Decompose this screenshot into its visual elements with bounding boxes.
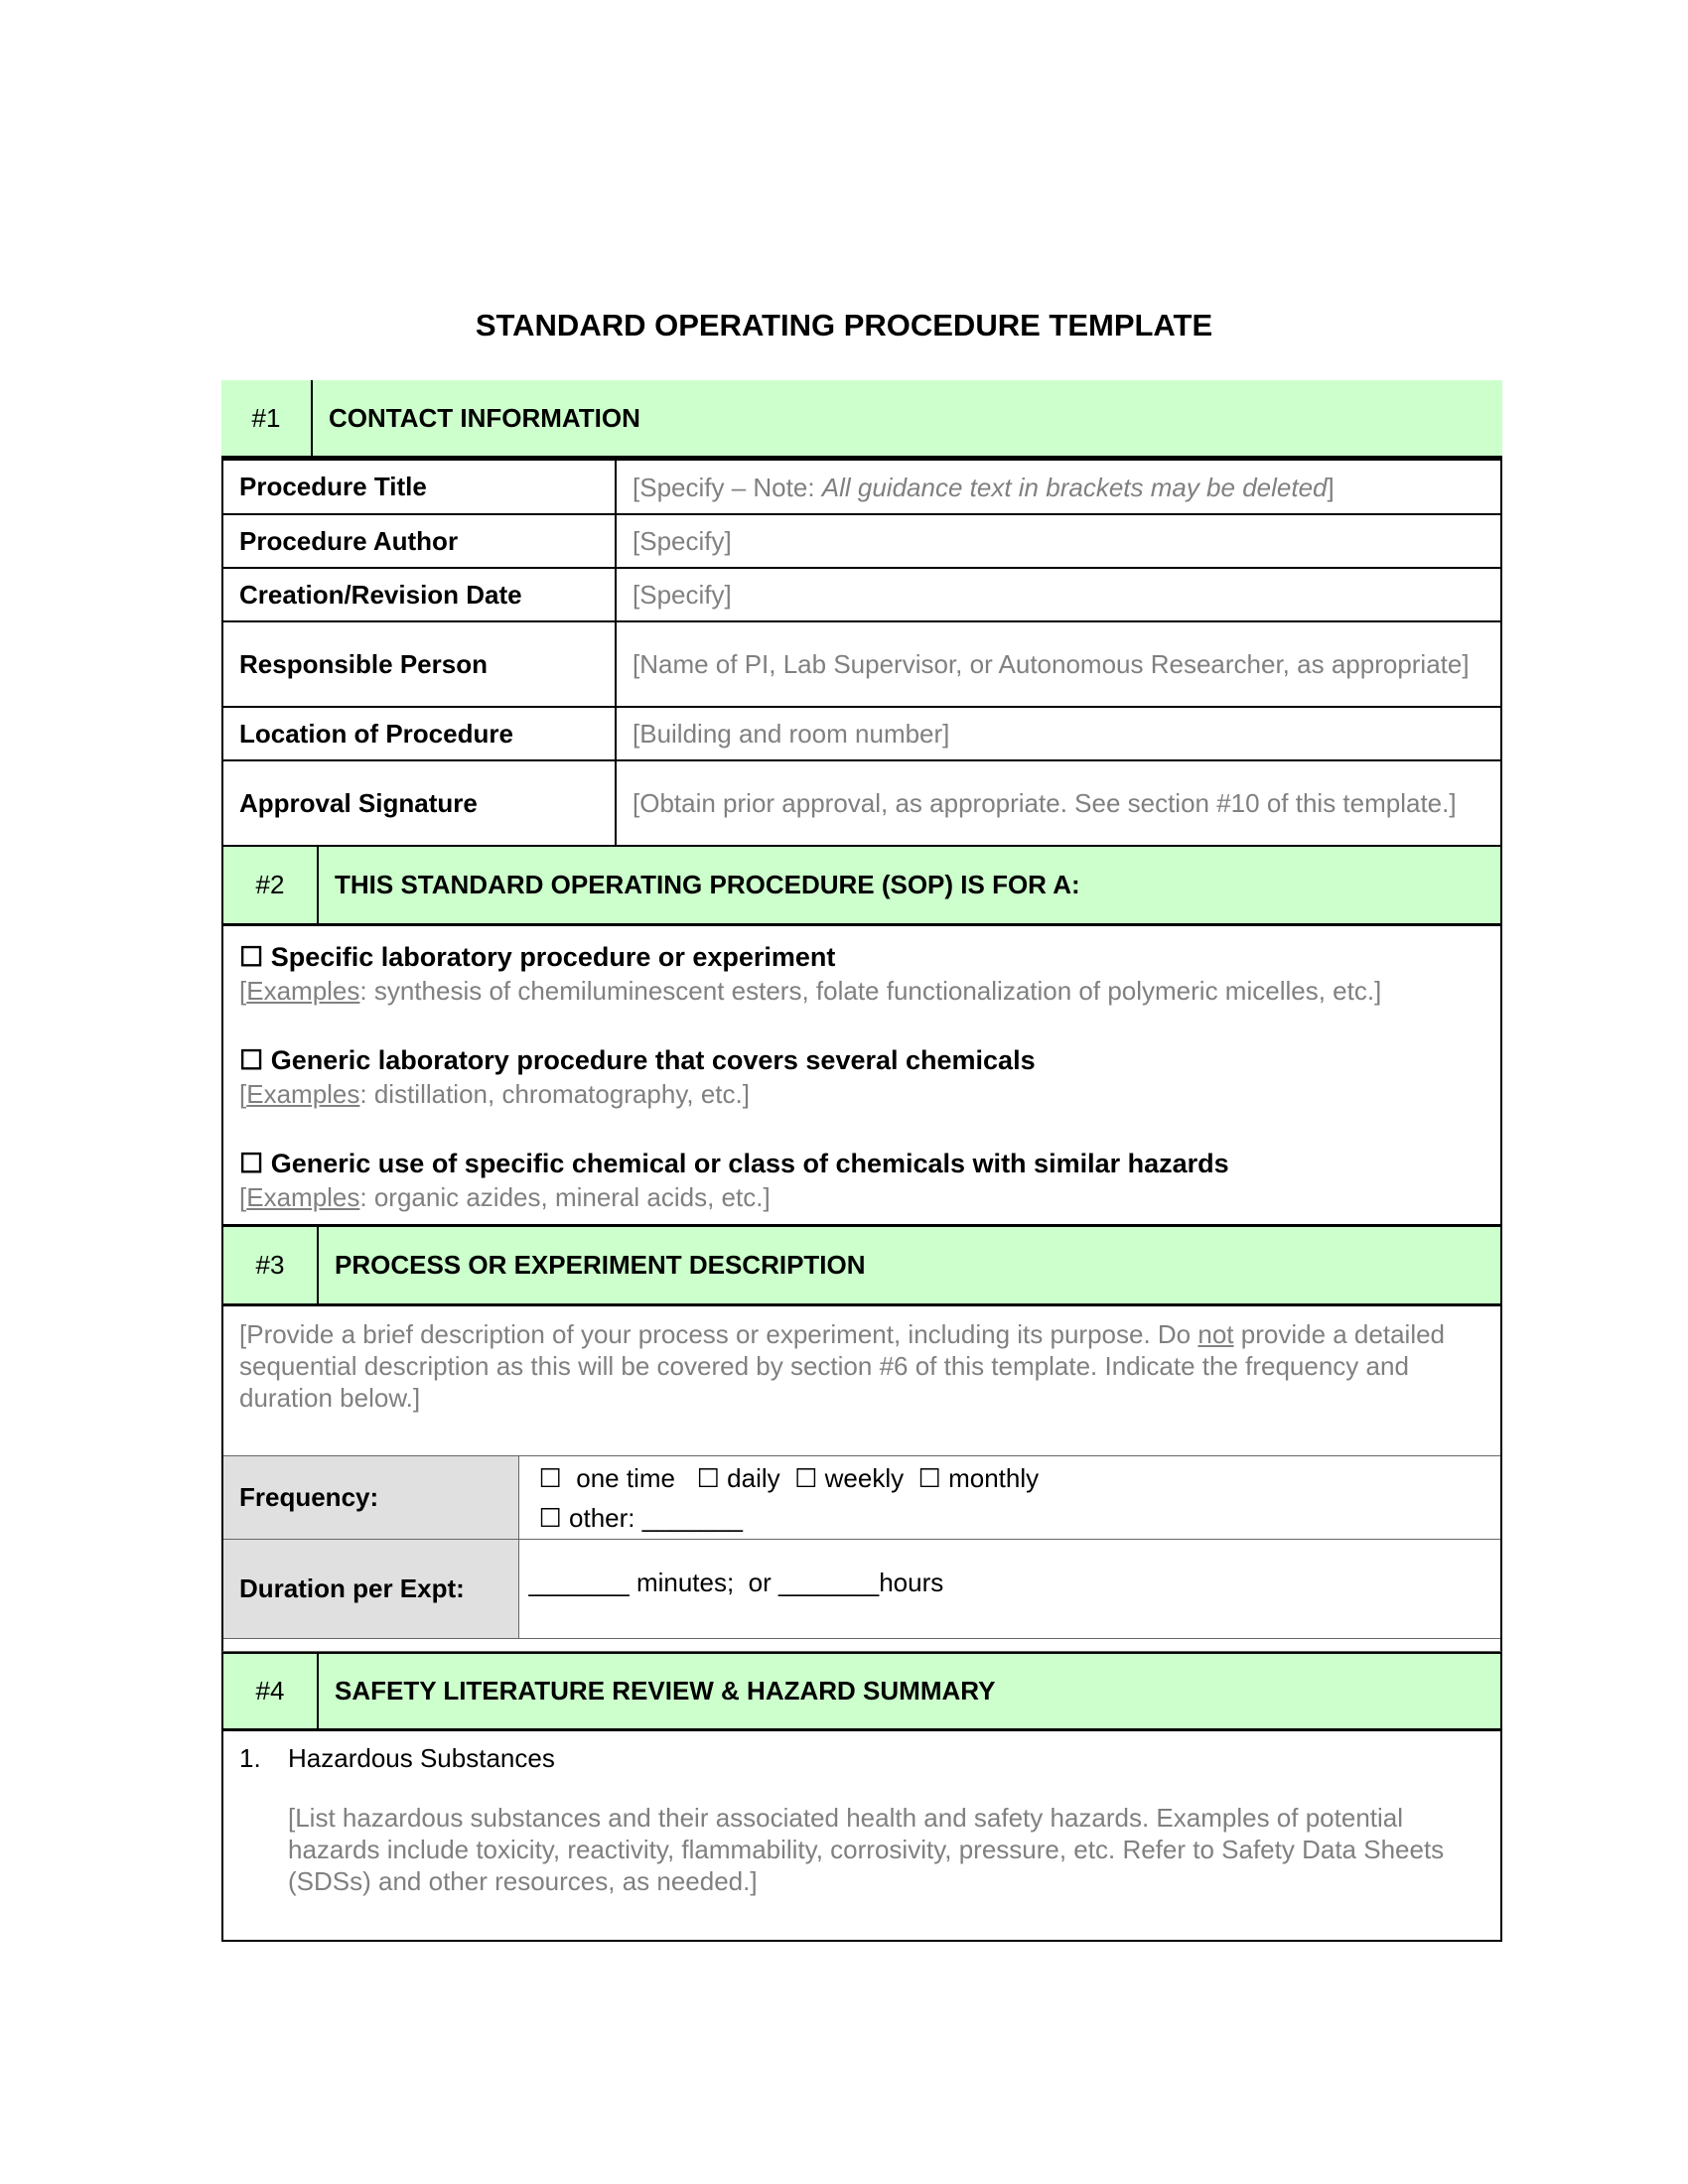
examples-text: : organic azides, mineral acids, etc.]: [359, 1182, 771, 1212]
field-label: Creation/Revision Date: [222, 568, 616, 621]
revision-date-field[interactable]: [Specify]: [616, 568, 1501, 621]
list-item: [239, 1147, 1484, 1214]
divider: [221, 1639, 1502, 1652]
table-row: [222, 760, 1501, 846]
bracket: [: [239, 1182, 247, 1212]
sop-type-options: [221, 926, 1502, 1227]
responsible-person-field[interactable]: [Name of PI, Lab Supervisor, or Autonomous Researcher, as appropriate]: [616, 621, 1501, 707]
section-number: #4: [223, 1654, 319, 1728]
section-heading: SAFETY LITERATURE REVIEW & HAZARD SUMMARY: [335, 1676, 996, 1706]
table-row: [222, 621, 1501, 707]
field-label: Procedure Title: [222, 460, 616, 514]
hazard-summary: [221, 1731, 1502, 1942]
frequency-options[interactable]: [518, 1456, 1501, 1540]
item-title: Hazardous Substances: [288, 1743, 555, 1773]
examples-label: Examples: [246, 1079, 360, 1109]
location-field[interactable]: [Building and room number]: [616, 707, 1501, 760]
section-number: #3: [223, 1227, 319, 1303]
approval-signature-field[interactable]: [Obtain prior approval, as appropriate. See section #10 of this template.]: [616, 760, 1501, 846]
frequency-label: Frequency:: [222, 1456, 518, 1540]
duration-label: Duration per Expt:: [222, 1540, 518, 1639]
examples-text: : synthesis of chemiluminescent esters, folate functionalization of polymeric micelles, etc.]: [359, 976, 1382, 1006]
section-heading: CONTACT INFORMATION: [329, 402, 640, 433]
field-value: [Specify – Note:: [633, 472, 822, 502]
checkbox[interactable]: ☐: [239, 1149, 264, 1178]
option-title: Specific laboratory procedure or experiment: [270, 942, 836, 972]
procedure-author-field[interactable]: [Specify]: [616, 514, 1501, 568]
table-row: [222, 707, 1501, 760]
table-row: [222, 460, 1501, 514]
frequency-line: ☐ one time ☐ daily ☐ weekly ☐ monthly: [538, 1462, 1040, 1493]
description-emphasis: not: [1197, 1319, 1234, 1349]
frequency-table: [221, 1455, 1502, 1639]
section-heading: PROCESS OR EXPERIMENT DESCRIPTION: [335, 1250, 866, 1280]
examples-text: : distillation, chromatography, etc.]: [359, 1079, 750, 1109]
field-label: Procedure Author: [222, 514, 616, 568]
field-label: Location of Procedure: [222, 707, 616, 760]
description-text: provide a detailed sequential description as this will be covered by section #6 of this template. Indicate the frequency and duration below.]: [239, 1319, 1446, 1413]
section-2-header: [221, 847, 1502, 926]
checkbox[interactable]: ☐: [239, 942, 264, 972]
section-4-header: [221, 1652, 1502, 1731]
hazard-guidance-field[interactable]: [List hazardous substances and their associated health and safety hazards. Examples of potential hazards include toxicity, reactivity, flammability, corrosivity, pressure, etc. Refer to Safety Data Sheets (SDSs) and other resources, as needed.]: [288, 1803, 1445, 1896]
sop-form: [221, 380, 1502, 1942]
section-number: #1: [221, 380, 313, 456]
section-number: #2: [223, 847, 319, 923]
list-item: [239, 1043, 1484, 1111]
checkbox[interactable]: ☐: [239, 1045, 264, 1075]
table-row: [222, 514, 1501, 568]
option-title: Generic laboratory procedure that covers several chemicals: [270, 1045, 1036, 1075]
frequency-line: ☐ other: _______: [538, 1502, 743, 1533]
section-heading: THIS STANDARD OPERATING PROCEDURE (SOP) IS FOR A:: [335, 870, 1080, 899]
table-row: [222, 1456, 1501, 1540]
field-value-italic: All guidance text in brackets may be deleted: [821, 472, 1328, 502]
list-item: [239, 1743, 1484, 1774]
duration-field[interactable]: _______ minutes; or _______hours: [518, 1540, 1501, 1639]
section-1-header: [221, 380, 1502, 459]
document-title: STANDARD OPERATING PROCEDURE TEMPLATE: [475, 308, 1213, 342]
list-item: [239, 940, 1484, 1008]
table-row: [222, 568, 1501, 621]
item-number: 1.: [239, 1743, 261, 1773]
section-3-header: [221, 1227, 1502, 1306]
option-title: Generic use of specific chemical or class of chemicals with similar hazards: [270, 1149, 1229, 1178]
description-field[interactable]: [221, 1306, 1502, 1455]
field-value: ]: [1327, 472, 1335, 502]
contact-info-table: [221, 459, 1502, 847]
table-row: [222, 1540, 1501, 1639]
field-label: Responsible Person: [222, 621, 616, 707]
examples-label: Examples: [246, 976, 360, 1006]
procedure-title-field[interactable]: [616, 460, 1501, 514]
description-text: [Provide a brief description of your process or experiment, including its purpose. Do: [239, 1319, 1198, 1349]
bracket: [: [239, 976, 247, 1006]
field-label: Approval Signature: [222, 760, 616, 846]
examples-label: Examples: [246, 1182, 360, 1212]
bracket: [: [239, 1079, 247, 1109]
